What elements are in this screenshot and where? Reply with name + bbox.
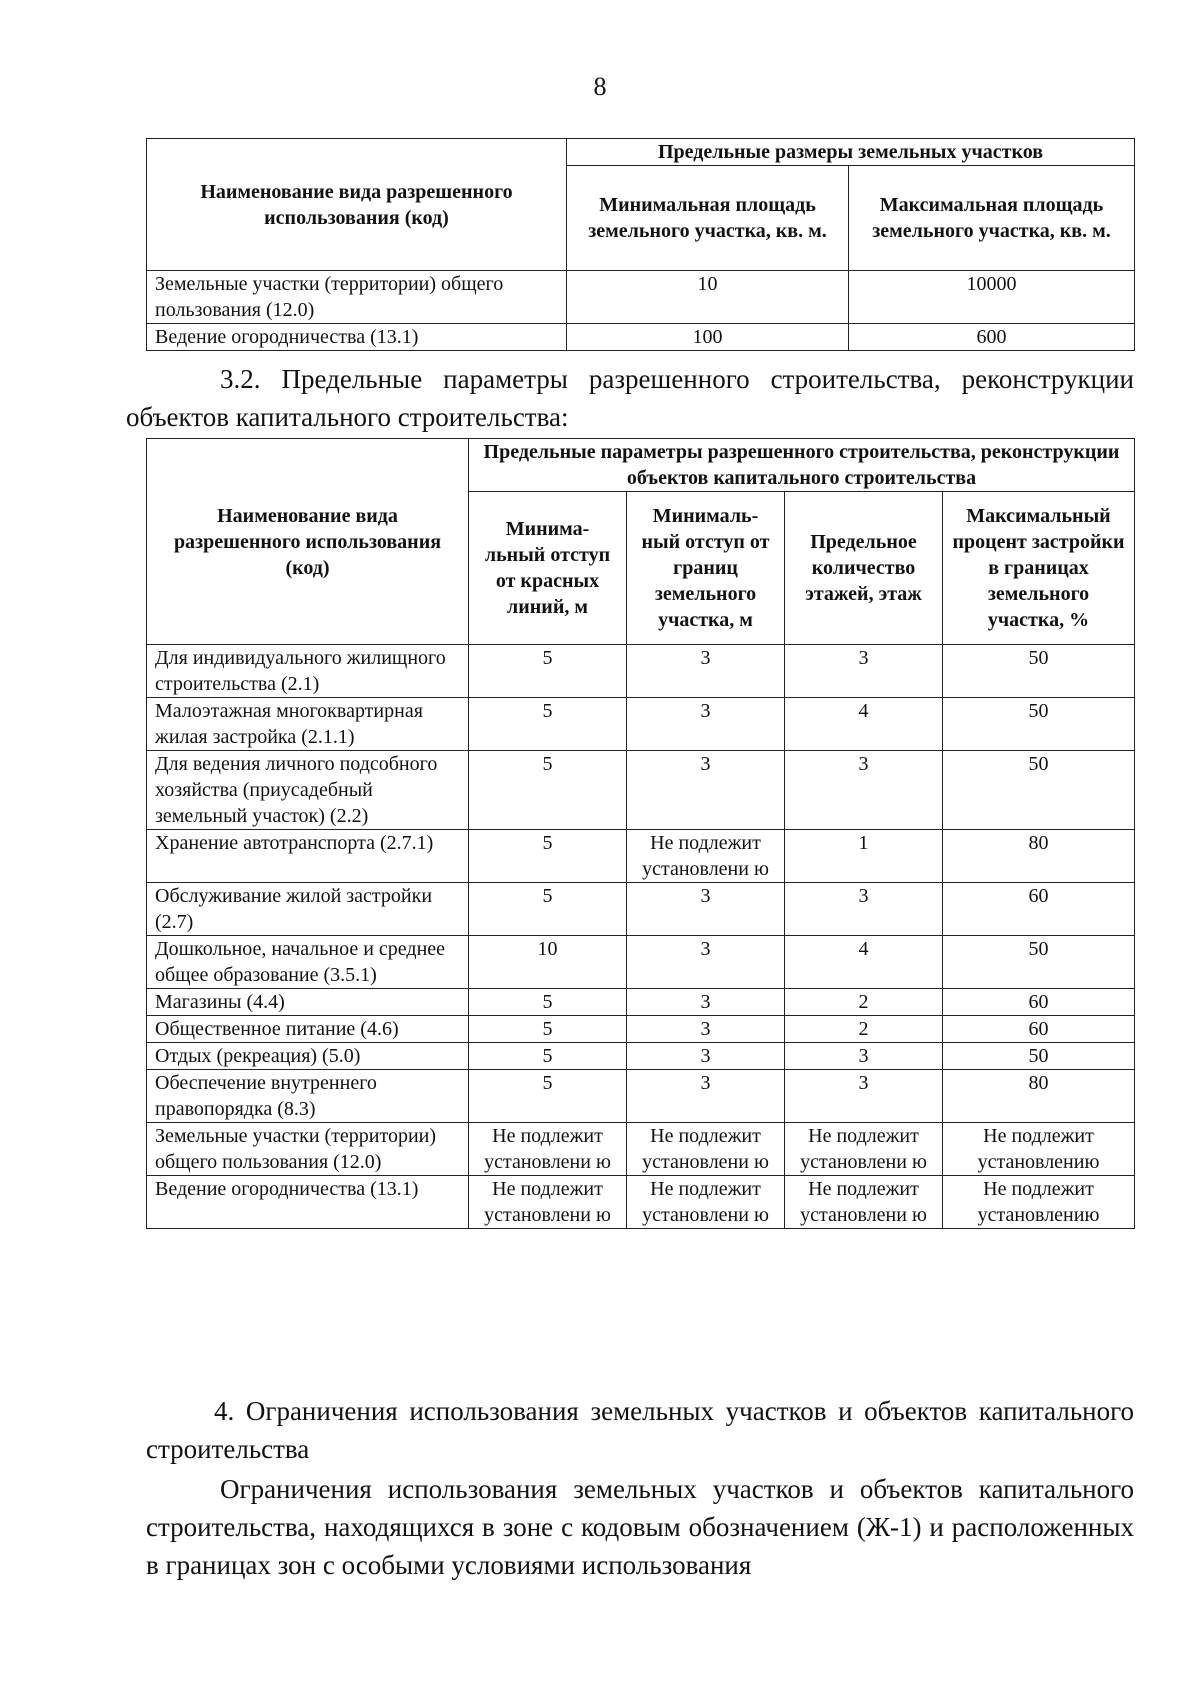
row-name: Хранение автотранспорта (2.7.1)	[147, 830, 469, 883]
table-row	[147, 936, 1135, 989]
row-red-line-setback: 5	[469, 830, 627, 883]
row-coverage: 60	[943, 1016, 1135, 1043]
row-name: Общественное питание (4.6)	[147, 1016, 469, 1043]
table-row	[147, 751, 1135, 830]
table2-header-group: Предельные параметры разрешенного строительства, реконструкции объектов капитального строительства	[469, 439, 1135, 492]
row-floors: 3	[785, 1070, 943, 1123]
table2-header-name: Наименование вида разрешенного использования (код)	[147, 439, 469, 645]
row-boundary-setback: 3	[627, 645, 785, 698]
table1-header-name: Наименование вида разрешенного использования (код)	[147, 139, 567, 271]
row-boundary-setback: Не подлежит установлени ю	[627, 830, 785, 883]
row-red-line-setback: Не подлежит установлени ю	[469, 1176, 627, 1229]
section-3-2-heading: 3.2. Предельные параметры разрешенного строительства, реконструкции объектов капитального строительства:	[126, 364, 1134, 432]
table-row	[147, 1176, 1135, 1229]
row-coverage: 50	[943, 751, 1135, 830]
row-floors: 4	[785, 936, 943, 989]
row-floors: 3	[785, 1043, 943, 1070]
row-boundary-setback: 3	[627, 1043, 785, 1070]
row-red-line-setback: 5	[469, 1043, 627, 1070]
row-red-line-setback: Не подлежит установлени ю	[469, 1123, 627, 1176]
page-number: 8	[593, 72, 607, 101]
row-name: Земельные участки (территории) общего пользования (12.0)	[147, 1123, 469, 1176]
row-boundary-setback: Не подлежит установлени ю	[627, 1176, 785, 1229]
table1-header-min: Минимальная площадь земельного участка, кв. м.	[567, 166, 849, 271]
row-coverage: 50	[943, 1043, 1135, 1070]
row-coverage: 80	[943, 830, 1135, 883]
row-floors: Не подлежит установлени ю	[785, 1176, 943, 1229]
row-coverage: 60	[943, 883, 1135, 936]
row-boundary-setback: 3	[627, 989, 785, 1016]
row-name: Отдых (рекреация) (5.0)	[147, 1043, 469, 1070]
row-coverage: 50	[943, 698, 1135, 751]
row-max-area: 600	[849, 324, 1135, 351]
row-name: Для индивидуального жилищного строительства (2.1)	[147, 645, 469, 698]
row-boundary-setback: 3	[627, 698, 785, 751]
table2-header-boundaries: Минималь-ный отступ от границ земельного участка, м	[627, 492, 785, 645]
row-floors: 1	[785, 830, 943, 883]
row-floors: 4	[785, 698, 943, 751]
row-min-area: 10	[567, 271, 849, 324]
table1-header-row	[147, 139, 1135, 166]
row-floors: Не подлежит установлени ю	[785, 1123, 943, 1176]
row-boundary-setback: 3	[627, 751, 785, 830]
land-plot-size-table	[146, 138, 1135, 351]
section-4-paragraph: Ограничения использования земельных участков и объектов капитального строительства, находящихся в зоне с кодовым обозначением (Ж-1) и расположенных в границах зон с особыми условиями использования	[146, 1474, 1134, 1580]
construction-parameters-table	[146, 438, 1135, 1229]
table2-header-row	[147, 439, 1135, 492]
row-coverage: 50	[943, 936, 1135, 989]
row-floors: 3	[785, 645, 943, 698]
row-coverage: Не подлежит установлению	[943, 1176, 1135, 1229]
row-min-area: 100	[567, 324, 849, 351]
row-name: Для ведения личного подсобного хозяйства (приусадебный земельный участок) (2.2)	[147, 751, 469, 830]
row-name: Ведение огородничества (13.1)	[147, 1176, 469, 1229]
row-red-line-setback: 5	[469, 883, 627, 936]
row-red-line-setback: 5	[469, 1016, 627, 1043]
table-row	[147, 883, 1135, 936]
row-floors: 3	[785, 883, 943, 936]
row-coverage: 80	[943, 1070, 1135, 1123]
table2-header-floors: Предельное количество этажей, этаж	[785, 492, 943, 645]
table-row	[147, 830, 1135, 883]
row-name: Магазины (4.4)	[147, 989, 469, 1016]
table-row	[147, 698, 1135, 751]
table2-header-coverage: Максимальный процент застройки в границах земельного участка, %	[943, 492, 1135, 645]
row-coverage: 50	[943, 645, 1135, 698]
section-4-heading: 4. Ограничения использования земельных участков и объектов капитального строительства	[146, 1396, 1134, 1464]
row-max-area: 10000	[849, 271, 1135, 324]
table-row	[147, 1043, 1135, 1070]
row-coverage: 60	[943, 989, 1135, 1016]
row-name: Малоэтажная многоквартирная жилая застройка (2.1.1)	[147, 698, 469, 751]
row-boundary-setback: 3	[627, 1070, 785, 1123]
row-red-line-setback: 5	[469, 1070, 627, 1123]
row-red-line-setback: 5	[469, 645, 627, 698]
row-boundary-setback: 3	[627, 1016, 785, 1043]
table2-header-red-lines: Минима-льный отступ от красных линий, м	[469, 492, 627, 645]
row-boundary-setback: Не подлежит установлени ю	[627, 1123, 785, 1176]
row-red-line-setback: 5	[469, 989, 627, 1016]
row-red-line-setback: 5	[469, 698, 627, 751]
row-floors: 2	[785, 1016, 943, 1043]
row-name: Ведение огородничества (13.1)	[147, 324, 567, 351]
table-row	[147, 1123, 1135, 1176]
table-row	[147, 645, 1135, 698]
row-floors: 2	[785, 989, 943, 1016]
row-name: Обеспечение внутреннего правопорядка (8.3)	[147, 1070, 469, 1123]
row-boundary-setback: 3	[627, 883, 785, 936]
table-row	[147, 1070, 1135, 1123]
row-red-line-setback: 10	[469, 936, 627, 989]
row-red-line-setback: 5	[469, 751, 627, 830]
row-name: Земельные участки (территории) общего пользования (12.0)	[147, 271, 567, 324]
row-boundary-setback: 3	[627, 936, 785, 989]
table-row	[147, 1016, 1135, 1043]
table-row	[147, 989, 1135, 1016]
table1-header-max: Максимальная площадь земельного участка, кв. м.	[849, 166, 1135, 271]
row-name: Дошкольное, начальное и среднее общее образование (3.5.1)	[147, 936, 469, 989]
row-coverage: Не подлежит установлению	[943, 1123, 1135, 1176]
table1-header-group: Предельные размеры земельных участков	[567, 139, 1135, 166]
row-floors: 3	[785, 751, 943, 830]
row-name: Обслуживание жилой застройки (2.7)	[147, 883, 469, 936]
table-row	[147, 271, 1135, 324]
table-row	[147, 324, 1135, 351]
